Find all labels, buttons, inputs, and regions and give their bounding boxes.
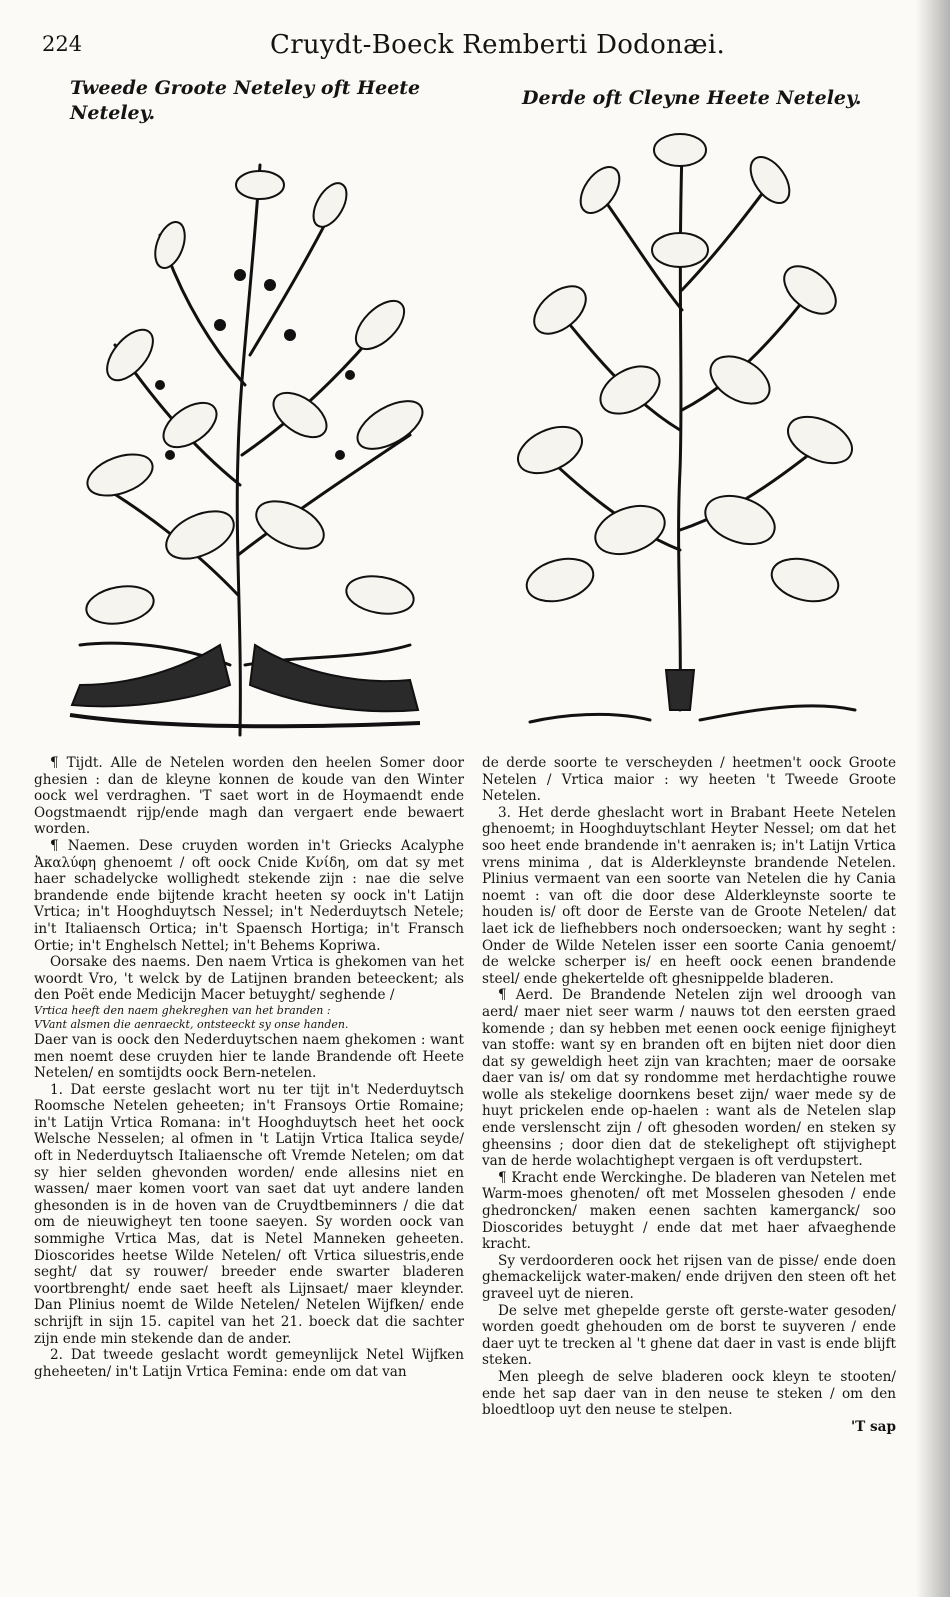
verse-line: VVant alsmen die aenraeckt, ontsteeckt sy onse handen. (34, 1017, 349, 1031)
figure-caption-right: Derde oft Cleyne Heete Neteley. (522, 87, 862, 109)
text-column-right (482, 755, 896, 1435)
verse-line: Vrtica heeft den naem ghekreghen van het branden : (34, 1003, 331, 1017)
paragraph: 2. Dat tweede geslacht wordt gemeynlijck Netel Wijfken gheheeten/ in't Latijn Vrtica Femina: ende om dat van (34, 1347, 464, 1380)
paragraph: 1. Dat eerste geslacht wort nu ter tijt in't Nederduytsch Roomsche Netelen geheeten; in't Fransoys Ortie Romaine; in't Latijn Vrtica Romana: in't Hooghduytsch heet het oock Welsche Nesselen; al ofmen in 't Latijn Vrtica Italica seyde/ oft in Nederduytsch Italiaensche oft Vremde Netelen; om dat sy hier selden ghevonden worden/ ende allesins niet en wassen/ maer komen voort van saet dat uyt andere landen ghesonden is in de hoven van de Cruydtbeminners / die dat om de nieuwigheyt ten toone saeyen. Sy worden oock van sommighe Vrtica Mas, dat is Netel Manneken geheeten. Dioscorides heetse Wilde Netelen/ oft Vrtica siluestris,ende seght/ dat sy rouwer/ breeder ende swarter bladeren voortbrenght/ ende saet heeft als Lijnsaet/ maer kleynder. Dan Plinius noemt de Wilde Netelen/ Netelen Wijfken/ ende schrijft in sijn 15. capitel van het 21. boeck dat die sachter zijn ende min stekende dan de ander. (34, 1081, 464, 1347)
paragraph: De selve met ghepelde gerste oft gerste-water gesoden/ worden goedt ghehouden om de borst te suyveren / ende daer uyt te trecken al 't ghene dat daer in vast is ende blijft steken. (482, 1302, 896, 1369)
nettle-woodcut-left (60, 125, 440, 740)
page-header (0, 30, 950, 70)
running-title: Cruydt-Boeck Remberti Dodonæi. (270, 30, 726, 60)
paragraph: ¶ Kracht ende Werckinghe. De bladeren van Netelen met Warm-moes ghenoten/ oft met Mosselen ghesoden / ende ghedroncken/ maken eenen sachten kamerganck/ soo Dioscorides betuyght / ende dat met haer afvaeghende kracht. (482, 1169, 896, 1253)
paragraph: Sy verdoorderen oock het rijsen van de pisse/ ende doen ghemackelijck water-maken/ ende drijven den steen oft het graveel uyt de nieren. (482, 1252, 896, 1302)
figure-caption-left: Tweede Groote Neteley oft Heete Neteley. (70, 77, 421, 124)
page-edge-shadow (916, 0, 950, 1597)
paragraph: Oorsake des naems. Den naem Vrtica is ghekomen van het woordt Vro, 't welck by de Latijnen branden beteeckent; als den Poët ende Medicijn Macer betuyght/ seghende / (34, 954, 464, 1004)
paragraph: Men pleegh de selve bladeren oock kleyn te stooten/ ende het sap daer van in den neuse te steken / om den bloedtloop uyt den neuse te stelpen. (482, 1368, 896, 1419)
paragraph: ¶ Tijdt. Alle de Netelen worden den heelen Somer door ghesien : dan de kleyne konnen de koude van den Winter oock wel verdraghen. 'T saet wort in de Hoymaendt ende Oogstmaendt rijp/ende magh dan vergaert ende bewaert worden. (34, 755, 464, 838)
paragraph: ¶ Aerd. De Brandende Netelen zijn wel drooogh van aerd/ maer niet seer warm / nauws tot den eersten graed komende ; dan sy hebben met eenen oock eenige fijnigheyt van stoffe: want sy en branden oft en bijten niet door dien dat sy geweldigh heet zijn van krachten; maer de oorsake daer van is/ om dat sy rondomme met herdachtighe rouwe wolle als stekelige doornkens beset zijn/ waer mede sy de huyt prickelen ende op-haelen : want als de Netelen slap ende verslenscht zijn / oft ghesoden worden/ en steken sy gheensins ; door dien dat de stekelighept oft stijvighept van de herde wolachtighept vergaen is oft verdupstert. (482, 987, 896, 1170)
nettle-woodcut-right (500, 110, 865, 740)
text-column-left (34, 755, 464, 1380)
catchword: 'T sap (851, 1418, 896, 1435)
paragraph: ¶ Naemen. Dese cruyden worden in't Griecks Acalyphe Ἀκαλύφη ghenoemt / oft oock Cnide Κνίδη, om dat sy met haer schadelycke wollighedt stekende zijn : nae die selve brandende ende bijtende kracht heeten sy oock in't Latijn Vrtica; in't Hooghduytsch Nessel; in't Nederduytsch Netele; in't Italiaensch Ortica; in't Spaensch Hortiga; in't Fransch Ortie; in't Enghelsch Nettel; in't Behems Kopriwa. (34, 837, 464, 954)
paragraph: Daer van is oock den Nederduytschen naem ghekomen : want men noemt dese cruyden hier te lande Brandende oft Heete Netelen/ en somtijdts oock Bern-netelen. (34, 1031, 464, 1082)
paragraph: de derde soorte te verscheyden / heetmen't oock Groote Netelen / Vrtica maior : wy heeten 't Tweede Groote Netelen. (482, 755, 896, 805)
page-number: 224 (42, 32, 83, 56)
paragraph: 3. Het derde gheslacht wort in Brabant Heete Netelen ghenoemt; in Hooghduytschlant Heyter Nessel; om dat het soo heet ende brandende in't aenraken is; in't Latijn Vrtica vrens minima , dat is Alderkleynste brandende Netelen. Plinius vermaent van een soorte van Netelen die hy Cania noemt : van oft die door dese Alderkleynste soorte te houden is/ oft door de Eerste van de Groote Netelen/ dat laet ick de liefhebbers noch ondersoecken; want hy seght : Onder de Wilde Netelen isser een soorte Cania genoemt/ de welcke scherper is/ en heeft oock eenen brandende steel/ ende ghekertelde oft ghesnippelde bladeren. (482, 804, 896, 987)
